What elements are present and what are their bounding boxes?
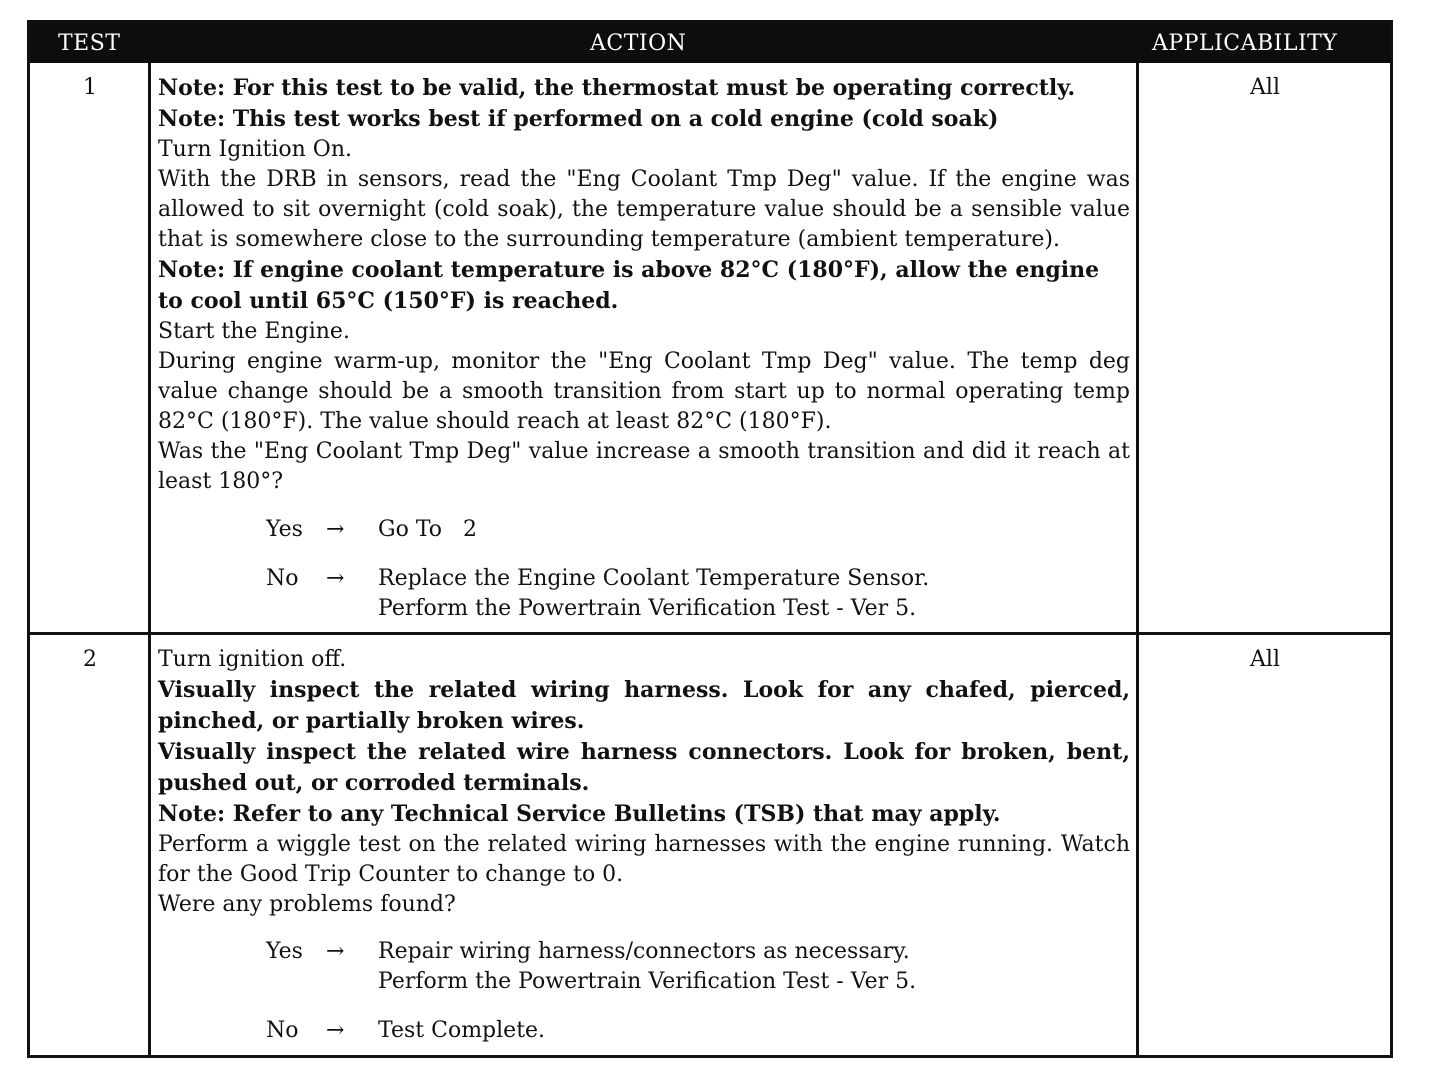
column-divider-applicability [1136, 63, 1139, 1055]
test-number: 2 [83, 647, 97, 672]
no-label: No [266, 566, 299, 591]
applicability-value: All [1250, 647, 1280, 672]
instruction-line: With the DRB in sensors, read the "Eng Coolant Tmp Deg" value. If the engine was allowed to sit overnight (cold soak), the temperature value should be a sensible value that is somewhere close to the surrounding temperature (ambient temperature). [158, 167, 1130, 252]
diagnostic-test-table [27, 20, 1393, 1058]
note-line: Visually inspect the related wiring harness. Look for any chafed, pierced, pinched, or partially broken wires. [158, 677, 1130, 734]
note-line: Visually inspect the related wire harness connectors. Look for broken, bent, pushed out, or corroded terminals. [158, 739, 1130, 796]
header-test: TEST [58, 31, 121, 56]
instruction-line: Start the Engine. [158, 319, 350, 344]
arrow-icon: → [326, 517, 345, 542]
note-line: Note: If engine coolant temperature is above 82°C (180°F), allow the engine to cool until 65°C (150°F) is reached. [158, 257, 1100, 314]
row-divider [30, 632, 1390, 635]
no-outcome: Replace the Engine Coolant Temperature Sensor. Perform the Powertrain Verification Test - Ver 5. [378, 566, 930, 621]
note-line: Note: This test works best if performed on a cold engine (cold soak) [158, 106, 999, 132]
note-line: Note: For this test to be valid, the thermostat must be operating correctly. [158, 75, 1076, 101]
yes-label: Yes [266, 939, 303, 964]
action-text-test-2 [158, 645, 1130, 920]
note-line: Note: Refer to any Technical Service Bulletins (TSB) that may apply. [158, 801, 1001, 827]
response-no [266, 564, 929, 624]
table-header [30, 23, 1390, 63]
column-divider-test [148, 63, 151, 1055]
test-number: 1 [83, 75, 97, 100]
no-label: No [266, 1018, 299, 1043]
yes-outcome: Go To 2 [378, 517, 477, 542]
no-outcome: Test Complete. [378, 1018, 546, 1043]
response-yes [266, 937, 916, 997]
response-no [266, 1016, 545, 1046]
yes-outcome: Repair wiring harness/connectors as necessary. Perform the Powertrain Verification Test - Ver 5. [378, 939, 917, 994]
header-applicability: APPLICABILITY [1152, 31, 1338, 56]
arrow-icon: → [326, 939, 345, 964]
question-line: Were any problems found? [158, 892, 456, 917]
question-line: Was the "Eng Coolant Tmp Deg" value increase a smooth transition and did it reach at least 180°? [158, 439, 1130, 494]
applicability-value: All [1250, 75, 1280, 100]
action-text-test-1 [158, 73, 1130, 497]
header-action: ACTION [590, 31, 687, 56]
instruction-line: Turn Ignition On. [158, 137, 352, 162]
yes-label: Yes [266, 517, 303, 542]
arrow-icon: → [326, 566, 345, 591]
instruction-line: During engine warm-up, monitor the "Eng Coolant Tmp Deg" value. The temp deg value change should be a smooth transition from start up to normal operating temp 82°C (180°F). The value should reach at least 82°C (180°F). [158, 349, 1130, 434]
response-yes [266, 515, 477, 545]
instruction-line: Perform a wiggle test on the related wiring harnesses with the engine running. Watch for the Good Trip Counter to change to 0. [158, 832, 1130, 887]
arrow-icon: → [326, 1018, 345, 1043]
instruction-line: Turn ignition off. [158, 647, 347, 672]
